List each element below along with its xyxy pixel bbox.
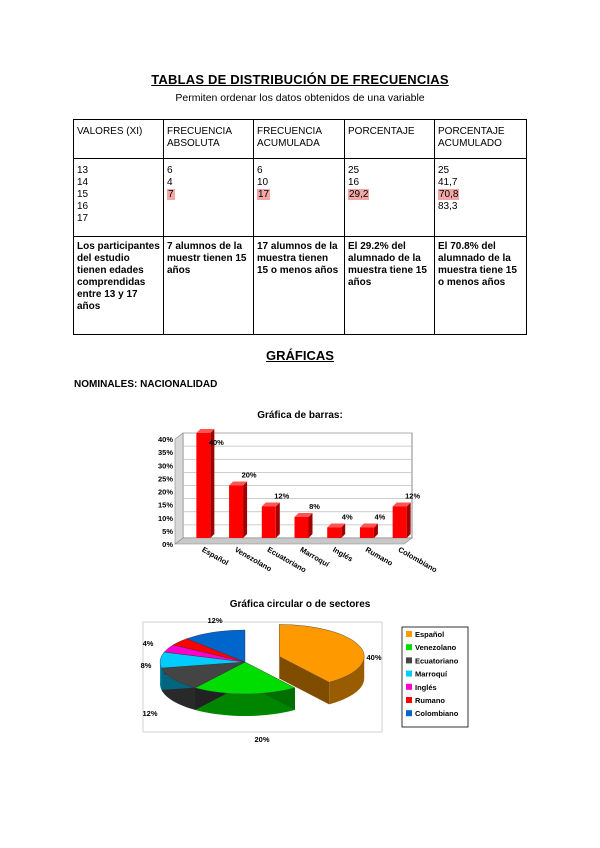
highlighted-cell: 17 xyxy=(258,189,270,200)
bar-front xyxy=(393,507,407,539)
header-porcentaje-acumulado: PORCENTAJE ACUMULADO xyxy=(435,120,527,159)
bar xyxy=(229,482,247,539)
bar-data-label: 12% xyxy=(405,491,421,501)
description-cell: El 29.2% del alumnado de la muestra tiene 15 años xyxy=(345,237,435,335)
table-cell: 15 xyxy=(77,189,89,200)
y-tick-label: 20% xyxy=(157,487,173,497)
pie-chart-title: Gráfica circular o de sectores xyxy=(229,599,371,610)
legend-swatch xyxy=(406,631,412,637)
legend-entry: Venezolano xyxy=(415,643,457,653)
legend-entry: Inglés xyxy=(415,682,437,692)
legend-entry: Colombiano xyxy=(415,709,459,719)
y-tick-label: 15% xyxy=(157,500,173,510)
header-frecuencia-absoluta: FRECUENCIA ABSOLUTA xyxy=(164,120,254,159)
header-porcentaje: PORCENTAJE xyxy=(345,120,435,159)
values-cell-frecuencia-absoluta xyxy=(164,159,254,237)
bar-side xyxy=(407,503,411,539)
legend-swatch xyxy=(406,671,412,677)
values-cell-valores xyxy=(74,159,164,237)
description-cell: 17 alumnos de la muestra tienen 15 o menos años xyxy=(254,237,345,335)
legend-entry: Español xyxy=(415,630,445,639)
description-cell: El 70.8% del alumnado de la muestra tiene 15 o menos años xyxy=(435,237,527,335)
highlighted-cell: 7 xyxy=(168,189,174,200)
bar-front xyxy=(196,433,210,538)
table-cell: 13 xyxy=(77,165,89,176)
bar-front xyxy=(262,507,276,539)
bar-front xyxy=(360,528,374,539)
legend-swatch xyxy=(406,710,412,716)
bar-data-label: 20% xyxy=(241,470,257,480)
plot-floor xyxy=(175,538,412,544)
bar xyxy=(393,503,411,539)
page-title: TABLAS DE DISTRIBUCIÓN DE FRECUENCIAS xyxy=(151,72,449,87)
table-cell: 17 xyxy=(77,213,89,224)
table-cell: 4 xyxy=(167,177,173,188)
pie-data-label: 12% xyxy=(207,616,223,625)
table-values-row xyxy=(74,159,527,237)
bar xyxy=(295,513,313,538)
bar-data-label: 4% xyxy=(341,512,353,522)
page-subtitle: Permiten ordenar los datos obtenidos de una variable xyxy=(175,92,425,104)
x-tick-label: Ecuatoriano xyxy=(265,544,308,575)
highlighted-cell: 70,8 xyxy=(439,189,459,200)
pie-data-label: 12% xyxy=(142,709,158,718)
legend-swatch xyxy=(406,657,412,663)
section-heading: NOMINALES: NACIONALIDAD xyxy=(74,379,218,390)
bar-side xyxy=(243,482,247,539)
table-cell: 16 xyxy=(348,177,360,188)
y-tick-label: 10% xyxy=(157,513,173,523)
description-cell: Los participantes del estudio tienen edades comprendidas entre 13 y 17 años xyxy=(74,237,164,335)
table-cell: 83,3 xyxy=(438,201,458,212)
bar-front xyxy=(327,528,341,539)
legend-swatch xyxy=(406,644,412,650)
table-cell: 6 xyxy=(167,165,173,176)
values-cell-porcentaje xyxy=(345,159,435,237)
pie-data-label: 20% xyxy=(254,735,270,744)
bar-chart xyxy=(0,422,600,592)
y-tick-label: 25% xyxy=(157,474,173,484)
header-valores: VALORES (XI) xyxy=(74,120,164,159)
pie-data-label: 8% xyxy=(140,661,152,670)
legend-swatch xyxy=(406,684,412,690)
bar-data-label: 4% xyxy=(374,512,386,522)
highlighted-cell: 29,2 xyxy=(349,189,369,200)
bar-data-label: 8% xyxy=(309,502,320,511)
bar-side xyxy=(309,513,313,538)
table-cell: 16 xyxy=(77,201,89,212)
y-tick-label: 5% xyxy=(162,526,173,536)
table-cell: 41,7 xyxy=(438,177,458,188)
legend-entry: Rumano xyxy=(415,696,445,705)
y-tick-label: 0% xyxy=(162,540,173,549)
bar-front xyxy=(295,517,309,538)
table-description-row xyxy=(74,237,527,335)
table-cell: 14 xyxy=(77,177,89,188)
bar xyxy=(262,503,280,539)
x-tick-label: Colombiano xyxy=(396,544,439,575)
table-cell: 10 xyxy=(257,177,269,188)
pie-data-label: 40% xyxy=(366,653,382,662)
bar xyxy=(360,524,378,539)
bar-data-label: 40% xyxy=(208,438,224,447)
x-tick-label: Venezolano xyxy=(233,544,274,574)
legend-entry: Marroquí xyxy=(415,669,448,679)
table-header-row xyxy=(74,120,527,159)
x-tick-label: Rumano xyxy=(363,544,395,568)
bar-data-label: 12% xyxy=(274,491,290,501)
values-cell-frecuencia-acumulada xyxy=(254,159,345,237)
plot-side-wall xyxy=(175,433,183,544)
y-tick-label: 30% xyxy=(157,461,173,471)
bar-front xyxy=(229,486,243,539)
bar xyxy=(327,524,345,539)
y-tick-label: 40% xyxy=(157,435,173,444)
bar-chart-title: Gráfica de barras: xyxy=(257,410,343,421)
header-frecuencia-acumulada: FRECUENCIA ACUMULADA xyxy=(254,120,345,159)
frequency-table xyxy=(73,119,527,335)
description-cell: 7 alumnos de la muestr tienen 15 años xyxy=(164,237,254,335)
graficas-title: GRÁFICAS xyxy=(266,348,334,363)
table-cell: 6 xyxy=(257,165,263,176)
pie-data-label: 4% xyxy=(142,639,154,648)
table-cell: 25 xyxy=(348,165,360,176)
bar-side xyxy=(276,503,280,539)
legend-swatch xyxy=(406,697,412,703)
legend-entry: Ecuatoriano xyxy=(415,656,459,666)
x-tick-label: Español xyxy=(200,544,231,568)
values-cell-porcentaje-acumulado xyxy=(435,159,527,237)
pie-chart xyxy=(0,610,600,760)
y-tick-label: 35% xyxy=(157,448,173,458)
x-tick-label: Marroquí xyxy=(298,544,331,569)
table-cell: 25 xyxy=(438,165,450,176)
x-tick-label: Inglés xyxy=(331,544,355,564)
